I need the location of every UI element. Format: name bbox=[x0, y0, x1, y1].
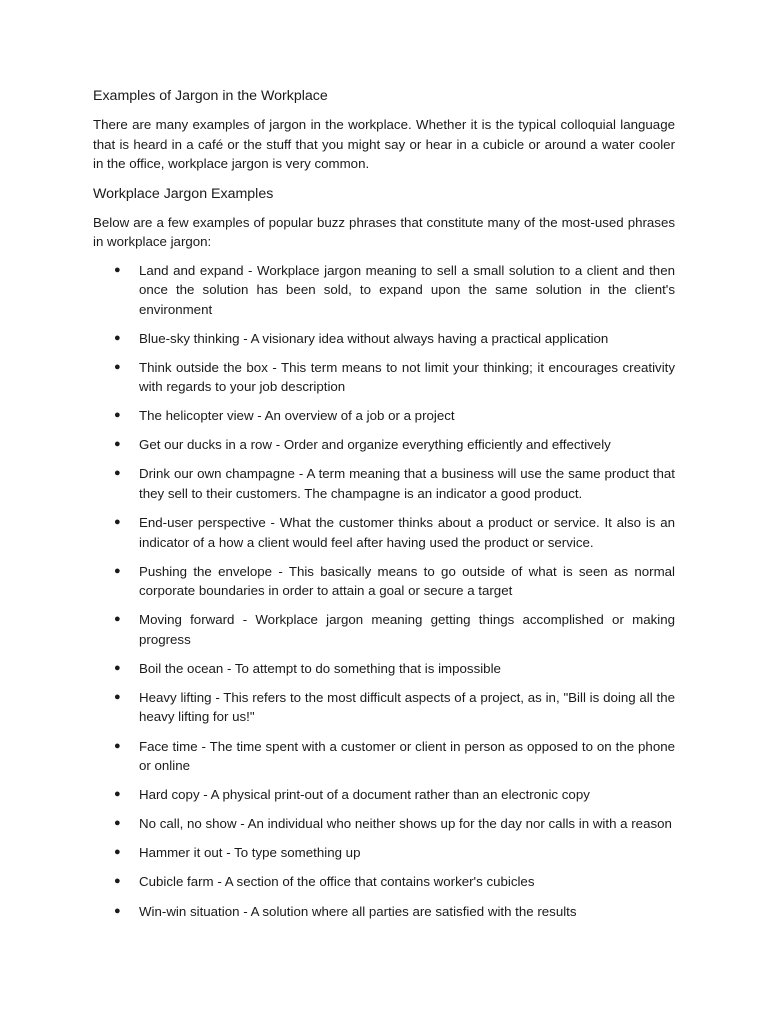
list-item bbox=[93, 659, 675, 679]
list-item-text: Cubicle farm - A section of the office that contains worker's cubicles bbox=[139, 874, 535, 890]
list-item-text: Get our ducks in a row - Order and organize everything efficiently and effectively bbox=[139, 437, 611, 453]
bullet-icon: ● bbox=[114, 331, 121, 344]
bullet-icon: ● bbox=[114, 360, 121, 373]
list-item bbox=[93, 843, 675, 863]
list-item-text: Moving forward - Workplace jargon meaning getting things accomplished or making progress bbox=[139, 612, 675, 647]
list-item bbox=[93, 814, 675, 834]
bullet-icon: ● bbox=[114, 516, 121, 529]
list-item-text: Hammer it out - To type something up bbox=[139, 845, 361, 861]
list-item bbox=[93, 513, 675, 552]
bullet-icon: ● bbox=[114, 263, 121, 276]
bullet-icon: ● bbox=[114, 613, 121, 626]
document-page bbox=[93, 86, 675, 931]
list-item-text: Drink our own champagne - A term meaning that a business will use the same product that they sell to their customers. The champagne is an indicator a good product. bbox=[139, 466, 675, 501]
list-item-text: Heavy lifting - This refers to the most difficult aspects of a project, as in, "Bill is doing all the heavy lifting for us!" bbox=[139, 689, 675, 725]
list-item bbox=[93, 464, 675, 503]
list-item bbox=[93, 610, 675, 649]
bullet-icon: ● bbox=[114, 564, 121, 577]
section-heading: Workplace Jargon Examples bbox=[93, 185, 274, 202]
list-item-text: Blue-sky thinking - A visionary idea without always having a practical application bbox=[139, 330, 609, 346]
list-item bbox=[93, 902, 675, 922]
list-item-text: Face time - The time spent with a customer or client in person as opposed to on the phone or online bbox=[139, 738, 675, 774]
bullet-icon: ● bbox=[114, 817, 121, 830]
page-title: Examples of Jargon in the Workplace bbox=[93, 88, 328, 104]
bullet-icon: ● bbox=[114, 846, 121, 859]
list-item bbox=[93, 562, 675, 601]
list-item-text: The helicopter view - An overview of a job or a project bbox=[139, 408, 455, 424]
list-item bbox=[93, 785, 675, 805]
list-item bbox=[93, 872, 675, 892]
list-item-text: Win-win situation - A solution where all parties are satisfied with the results bbox=[139, 903, 577, 919]
list-item-text: Boil the ocean - To attempt to do something that is impossible bbox=[139, 660, 501, 676]
bullet-icon: ● bbox=[114, 690, 121, 703]
list-item-text: Land and expand - Workplace jargon meaning to sell a small solution to a client and then once the solution has been sold, to expand upon the same solution in the client's environment bbox=[139, 262, 675, 317]
bullet-icon: ● bbox=[114, 438, 121, 451]
bullet-icon: ● bbox=[114, 788, 121, 801]
bullet-icon: ● bbox=[114, 409, 121, 422]
bullet-icon: ● bbox=[114, 739, 121, 752]
list-item-text: Hard copy - A physical print-out of a document rather than an electronic copy bbox=[139, 787, 590, 803]
bullet-icon: ● bbox=[114, 661, 121, 674]
list-item bbox=[93, 261, 675, 320]
list-item bbox=[93, 688, 675, 727]
list-item-text: Think outside the box - This term means to not limit your thinking; it encourages creativity with regards to your job description bbox=[139, 359, 675, 395]
list-item bbox=[93, 329, 675, 349]
list-item bbox=[93, 406, 675, 426]
list-item bbox=[93, 358, 675, 397]
intro-paragraph: There are many examples of jargon in the workplace. Whether it is the typical colloquial language that is heard in a café or the stuff that you might say or hear in a cubicle or around a water cooler in the office, workplace jargon is very common. bbox=[93, 117, 675, 171]
list-item-text: End-user perspective - What the customer thinks about a product or service. It also is an indicator of a how a client would feel after having used the product or service. bbox=[139, 515, 675, 550]
lead-paragraph: Below are a few examples of popular buzz phrases that constitute many of the most-used phrases in workplace jargon: bbox=[93, 214, 675, 249]
jargon-list bbox=[93, 261, 675, 922]
list-item bbox=[93, 737, 675, 776]
bullet-icon: ● bbox=[114, 904, 121, 917]
list-item-text: Pushing the envelope - This basically means to go outside of what is seen as normal corporate boundaries in order to attain a goal or secure a target bbox=[139, 563, 675, 599]
list-item-text: No call, no show - An individual who neither shows up for the day nor calls in with a reason bbox=[139, 816, 672, 832]
list-item bbox=[93, 435, 675, 455]
bullet-icon: ● bbox=[114, 467, 121, 480]
bullet-icon: ● bbox=[114, 875, 121, 888]
